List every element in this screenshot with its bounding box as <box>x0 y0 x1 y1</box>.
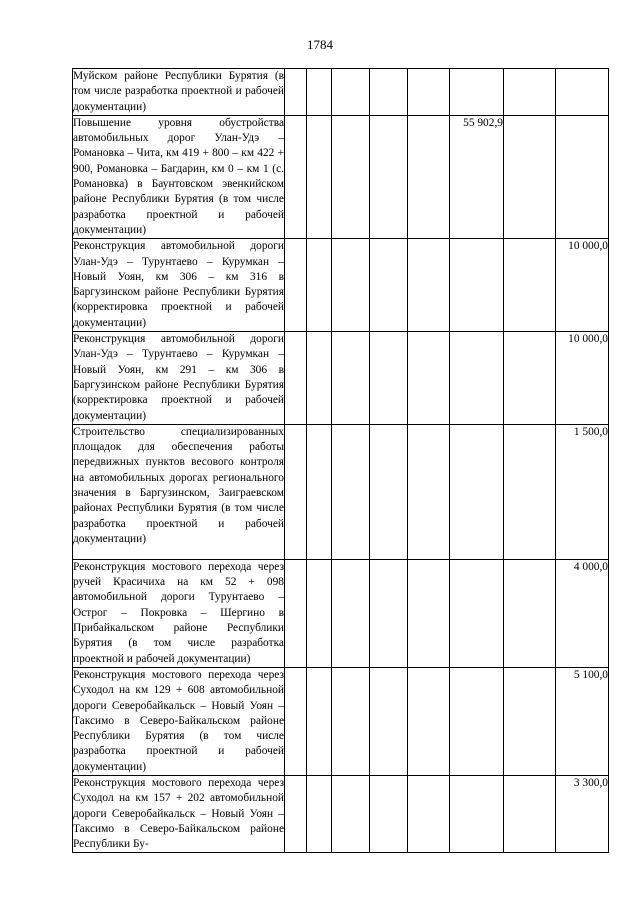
cell-col-4 <box>370 424 408 559</box>
cell-col-6 <box>450 667 504 775</box>
table-body <box>73 69 609 853</box>
cell-col-8: 5 100,0 <box>556 667 609 775</box>
cell-col-7 <box>504 775 556 852</box>
cell-col-2 <box>307 115 332 238</box>
cell-col-5 <box>408 424 450 559</box>
cell-col-2 <box>307 424 332 559</box>
table-row <box>73 424 609 559</box>
cell-col-7 <box>504 115 556 238</box>
table-row <box>73 115 609 238</box>
cell-col-2 <box>307 775 332 852</box>
cell-col-2 <box>307 667 332 775</box>
cell-col-7 <box>504 239 556 332</box>
cell-col-4 <box>370 559 408 667</box>
cell-col-7 <box>504 559 556 667</box>
cell-col-7 <box>504 424 556 559</box>
row-description: Реконструкция автомобильной дороги Улан-Удэ – Турунтаево – Курумкан – Новый Уоян, км 306 – км 316 в Баргузинском районе Республики Бурятия (корректировка проектной и рабочей документации) <box>73 239 285 332</box>
cell-col-3 <box>332 424 370 559</box>
cell-col-2 <box>307 239 332 332</box>
cell-col-6: 55 902,9 <box>450 115 504 238</box>
cell-col-1 <box>285 239 307 332</box>
cell-col-6 <box>450 559 504 667</box>
cell-col-8: 10 000,0 <box>556 332 609 425</box>
cell-col-6 <box>450 332 504 425</box>
cell-col-6 <box>450 424 504 559</box>
cell-col-4 <box>370 332 408 425</box>
cell-col-1 <box>285 115 307 238</box>
cell-col-8 <box>556 115 609 238</box>
page-number: 1784 <box>307 37 333 52</box>
cell-col-1 <box>285 775 307 852</box>
cell-col-3 <box>332 667 370 775</box>
cell-col-1 <box>285 559 307 667</box>
cell-col-5 <box>408 559 450 667</box>
table-row <box>73 69 609 116</box>
cell-col-8: 4 000,0 <box>556 559 609 667</box>
cell-col-4 <box>370 239 408 332</box>
row-description: Реконструкция мостового перехода через Суходол на км 129 + 608 автомобильной дороги Северобайкальск – Новый Уоян – Таксимо в Северо-Байкальском районе Республики Бурятия (в том числе разработка проектной и рабочей документации) <box>73 667 285 775</box>
table-row <box>73 667 609 775</box>
table-row <box>73 239 609 332</box>
cell-col-1 <box>285 424 307 559</box>
cell-col-5 <box>408 775 450 852</box>
row-description: Муйском районе Республики Бурятия (в том числе разработка проектной и рабочей документации) <box>73 69 285 116</box>
cell-col-7 <box>504 69 556 116</box>
cell-col-6 <box>450 775 504 852</box>
cell-col-2 <box>307 69 332 116</box>
cell-col-1 <box>285 667 307 775</box>
cell-col-2 <box>307 559 332 667</box>
row-description: Реконструкция автомобильной дороги Улан-Удэ – Турунтаево – Курумкан – Новый Уоян, км 291 – км 306 в Баргузинском районе Республики Бурятия (корректировка проектной и рабочей документации) <box>73 332 285 425</box>
cell-col-3 <box>332 332 370 425</box>
row-description: Повышение уровня обустройства автомобильных дорог Улан-Удэ – Романовка – Чита, км 419 + 800 – км 422 + 900, Романовка – Багдарин, км 0 – км 1 (с. Романовка) в Баунтовском эвенкийском районе Республики Бурятия (в том числе разработка проектной и рабочей документации) <box>73 115 285 238</box>
cell-col-6 <box>450 69 504 116</box>
cell-col-5 <box>408 69 450 116</box>
cell-col-8: 1 500,0 <box>556 424 609 559</box>
cell-col-3 <box>332 775 370 852</box>
cell-col-3 <box>332 559 370 667</box>
cell-col-5 <box>408 239 450 332</box>
cell-col-8: 3 300,0 <box>556 775 609 852</box>
cell-col-6 <box>450 239 504 332</box>
table-row <box>73 775 609 852</box>
table-row <box>73 559 609 667</box>
row-description: Реконструкция мостового перехода через Суходол на км 157 + 202 автомобильной дороги Северобайкальск – Новый Уоян – Таксимо в Северо-Байкальском районе Республики Бу- <box>73 775 285 852</box>
cell-col-7 <box>504 332 556 425</box>
cell-col-4 <box>370 115 408 238</box>
cell-col-3 <box>332 239 370 332</box>
cell-col-3 <box>332 69 370 116</box>
cell-col-5 <box>408 115 450 238</box>
cell-col-1 <box>285 69 307 116</box>
table-row <box>73 332 609 425</box>
cell-col-4 <box>370 667 408 775</box>
cell-col-4 <box>370 775 408 852</box>
budget-table <box>72 68 609 853</box>
cell-col-8: 10 000,0 <box>556 239 609 332</box>
cell-col-8 <box>556 69 609 116</box>
row-description: Реконструкция мостового перехода через ручей Красичиха на км 52 + 098 автомобильной дороги Турунтаево – Острог – Покровка – Шергино в Прибайкальском районе Республики Бурятия (в том числе разработка проектной и рабочей документации) <box>73 559 285 667</box>
cell-col-7 <box>504 667 556 775</box>
cell-col-1 <box>285 332 307 425</box>
row-description: Строительство специализированных площадок для обеспечения работы передвижных пунктов весового контроля на автомобильных дорогах регионального значения в Баргузинском, Заиграевском районах Республики Бурятия (в том числе разработка проектной и рабочей документации) <box>73 424 285 559</box>
cell-col-3 <box>332 115 370 238</box>
cell-col-5 <box>408 332 450 425</box>
cell-col-4 <box>370 69 408 116</box>
cell-col-5 <box>408 667 450 775</box>
cell-col-2 <box>307 332 332 425</box>
